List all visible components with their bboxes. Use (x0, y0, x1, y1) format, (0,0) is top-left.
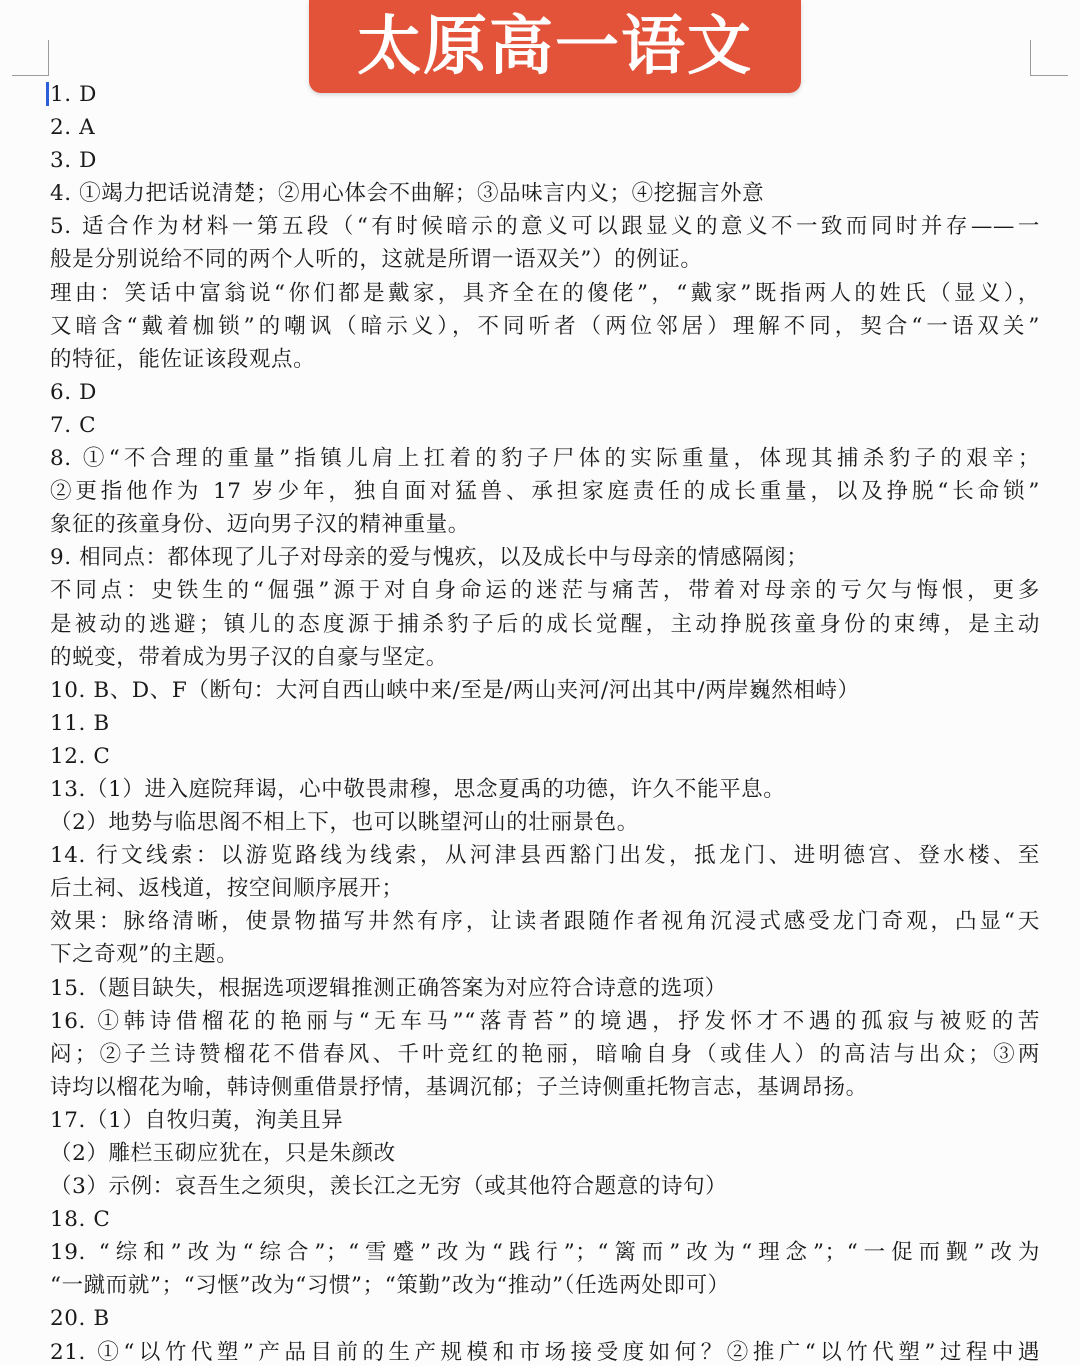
answer-text-body[interactable] (50, 78, 1040, 1369)
answer-line: 闷；②子兰诗赞榴花不借春风、千叶竞红的艳丽，暗喻自身（或佳人）的高洁与出众；③两 (50, 1041, 1040, 1067)
answer-line: （2）雕栏玉砌应犹在，只是朱颜改 (50, 1141, 396, 1166)
answer-line: 19. “综和”改为“综合”；“雪蹙”改为“践行”；“篱而”改为“理念”；“一促而觐”改为 (50, 1240, 1040, 1266)
crop-mark-top-right-vertical (1030, 40, 1031, 76)
answer-line: 18. C (50, 1207, 111, 1233)
answer-line: 16. ①韩诗借榴花的艳丽与“无车马”“落青苔”的境遇，抒发怀才不遇的孤寂与被贬的苦 (50, 1008, 1040, 1034)
answer-line: 7. C (50, 412, 97, 438)
answer-line: （2）地势与临思阁不相上下，也可以眺望河山的壮丽景色。 (50, 810, 639, 836)
answer-line: 2. A (50, 115, 96, 141)
answer-line: 5. 适合作为材料一第五段（“有时候暗示的意义可以跟显义的意义不一致而同时并存——一 (50, 214, 1040, 240)
page-title: 太原高一语文 (357, 9, 753, 84)
answer-line: 8. ①“不合理的重量”指镇儿肩上扛着的豹子尸体的实际重量，体现其捕杀豹子的艰辛； (50, 446, 1040, 472)
answer-line: 6. D (50, 379, 97, 405)
answer-line: 下之奇观”的主题。 (50, 942, 239, 968)
answer-line: 9. 相同点：都体现了儿子对母亲的爱与愧疚，以及成长中与母亲的情感隔阂； (50, 545, 809, 571)
answer-line: 13.（1）进入庭院拜谒，心中敬畏肃穆，思念夏禹的功德，许久不能平息。 (50, 776, 786, 802)
answer-line: 的特征，能佐证该段观点。 (50, 346, 316, 372)
answer-line: 是被动的逃避；镇儿的态度源于捕杀豹子后的成长觉醒，主动挣脱孩童身份的束缚，是主动 (50, 611, 1040, 637)
answer-line: 12. C (50, 743, 111, 769)
answer-line: 14. 行文线索：以游览路线为线索，从河津县西豁门出发，抵龙门、进明德宫、登水楼、至 (50, 843, 1040, 869)
answer-line: ②更指他作为 17 岁少年，独自面对猛兽、承担家庭责任的成长重量，以及挣脱“长命锁” (50, 479, 1040, 505)
answer-line: 15.（题目缺失，根据选项逻辑推测正确答案为对应符合诗意的选项） (50, 975, 727, 1001)
answer-line: 诗均以榴花为喻，韩诗侧重借景抒情，基调沉郁；子兰诗侧重托物言志，基调昂扬。 (50, 1074, 868, 1100)
answer-line: 后土祠、返栈道，按空间顺序展开； (50, 876, 404, 902)
crop-mark-top-left-vertical (48, 40, 49, 76)
answer-line: 般是分别说给不同的两个人听的，这就是所谓一语双关”）的例证。 (50, 247, 703, 273)
answer-line: 4. ①竭力把话说清楚；②用心体会不曲解；③品味言内义；④挖掘言外意 (50, 181, 765, 207)
answer-line: 10. B、D、F（断句：大河自西山峡中来/至是/两山夹河/河出其中/两岸巍然相峙） (50, 677, 860, 703)
answer-line: 理由：笑话中富翁说“你们都是戴家，具齐全在的傻佬”，“戴家”既指两人的姓氏（显义）， (50, 280, 1040, 306)
answer-line: “一蹴而就”；“习惬”改为“习惯”；“策勤”改为“推动”（任选两处即可） (50, 1273, 730, 1299)
answer-line: 又暗含“戴着枷锁”的嘲讽（暗示义），不同听者（两位邻居）理解不同，契合“一语双关” (50, 313, 1040, 339)
answer-line: 不同点：史铁生的“倔强”源于对自身命运的迷茫与痛苦，带着对母亲的亏欠与悔恨，更多 (50, 578, 1040, 604)
crop-mark-top-left-horizontal (12, 75, 48, 76)
answer-line: 1. D (50, 82, 97, 107)
answer-line: 11. B (50, 710, 110, 736)
crop-mark-top-right-horizontal (1030, 75, 1068, 76)
answer-line: 17.（1）自牧归荑，洵美且异 (50, 1107, 344, 1133)
text-cursor (46, 82, 49, 106)
answer-line: 3. D (50, 148, 97, 174)
answer-line: 21. ①“以竹代塑”产品目前的生产规模和市场接受度如何？②推广“以竹代塑”过程中遇 (50, 1339, 1040, 1365)
answer-line: 象征的孩童身份、迈向男子汉的精神重量。 (50, 512, 470, 538)
answer-line: （3）示例：哀吾生之须臾，羡长江之无穷（或其他符合题意的诗句） (50, 1174, 728, 1200)
answer-line: 效果：脉络清晰，使景物描写井然有序，让读者跟随作者视角沉浸式感受龙门奇观，凸显“天 (50, 909, 1040, 935)
answer-line: 20. B (50, 1306, 110, 1332)
answer-line: 的蜕变，带着成为男子汉的自豪与坚定。 (50, 644, 448, 670)
